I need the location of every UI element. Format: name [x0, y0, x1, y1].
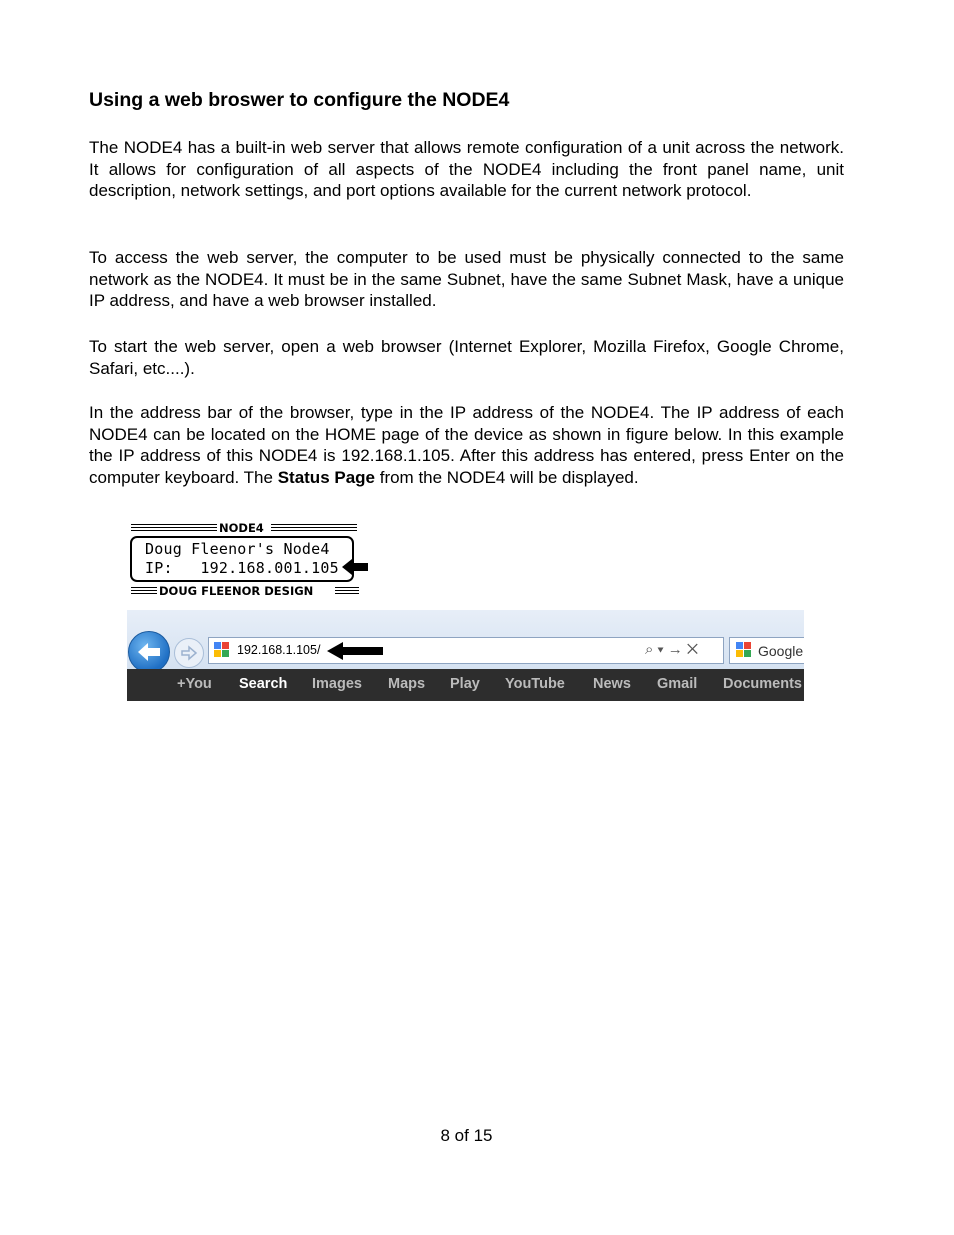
google-bar — [127, 669, 804, 701]
lcd-top-title: NODE4 — [219, 521, 264, 535]
gbar-item-gmail[interactable]: Gmail — [657, 676, 698, 692]
status-page-term: Status Page — [277, 468, 375, 488]
network-requirements-paragraph: To access the web server, the computer to be used must be physically connected to the same network as the NODE4. It must be in the same Subnet, have the same Subnet Mask, have a unique IP address, and have a web browser installed. — [89, 248, 844, 311]
gbar-item-images[interactable]: Images — [312, 676, 362, 692]
lcd-bottom-right-rule — [335, 587, 359, 596]
search-box[interactable] — [729, 637, 804, 664]
lcd-top-left-rule — [131, 524, 217, 533]
forward-arrow-icon — [175, 639, 203, 667]
gbar-item-you[interactable]: +You — [177, 676, 212, 692]
address-bar-text-2: from the NODE4 will be displayed. — [375, 468, 639, 488]
page-heading: Using a web broswer to configure the NODE4 — [89, 89, 510, 111]
lcd-line-2: IP: 192.168.001.105 — [145, 559, 339, 577]
address-text: 192.168.1.105/ — [237, 643, 321, 657]
forward-button[interactable] — [174, 638, 204, 668]
browser-toolbar — [127, 610, 804, 669]
back-arrow-icon — [129, 632, 169, 672]
google-favicon-icon — [214, 642, 230, 658]
address-bar-text-1: In the address bar of the browser, type in the IP address of the NODE4. The IP address of each NODE4 can be located on the HOME page of the device as shown in figure below. In this example the IP address of this NODE4 is 192.168.1.105. After this address has entered, press Enter on the computer keyboard. The — [89, 403, 844, 488]
close-icon[interactable]: ✕ — [686, 641, 703, 658]
lcd-bottom-title: DOUG FLEENOR DESIGN — [159, 584, 314, 598]
search-box-label: Google — [758, 643, 804, 659]
lcd-bottom-left-rule — [131, 587, 157, 596]
lcd-top-right-rule — [271, 524, 357, 533]
gbar-item-search[interactable]: Search — [239, 676, 288, 692]
open-browser-paragraph: To start the web server, open a web browser (Internet Explorer, Mozilla Firefox, Google Chrome, Safari, etc....). — [89, 337, 844, 378]
address-bar[interactable] — [208, 637, 724, 664]
node4-lcd-figure — [128, 521, 368, 601]
gbar-item-news[interactable]: News — [593, 676, 631, 692]
gbar-item-maps[interactable]: Maps — [388, 676, 426, 692]
google-favicon-icon — [736, 642, 752, 658]
pointer-arrow-icon — [327, 641, 383, 661]
back-button[interactable] — [128, 631, 170, 673]
intro-paragraph: The NODE4 has a built-in web server that allows remote configuration of a unit across the network. It allows for configuration of all aspects of the NODE4 including the front panel name, unit description, network settings, and port options available for the current network protocol. — [89, 138, 844, 201]
browser-screenshot — [127, 610, 804, 701]
gbar-item-youtube[interactable]: YouTube — [505, 676, 565, 692]
gbar-item-documents[interactable]: Documents — [723, 676, 802, 692]
dropdown-icon[interactable]: ▾ — [657, 641, 668, 658]
search-icon[interactable]: ⌕ — [645, 641, 658, 658]
gbar-item-play[interactable]: Play — [450, 676, 480, 692]
go-arrow-icon[interactable]: → — [667, 641, 687, 658]
pointer-arrow-icon — [342, 559, 368, 575]
address-bar-paragraph — [89, 402, 844, 489]
page-number: 8 of 15 — [440, 1126, 493, 1145]
lcd-line-1: Doug Fleenor's Node4 — [145, 540, 330, 558]
